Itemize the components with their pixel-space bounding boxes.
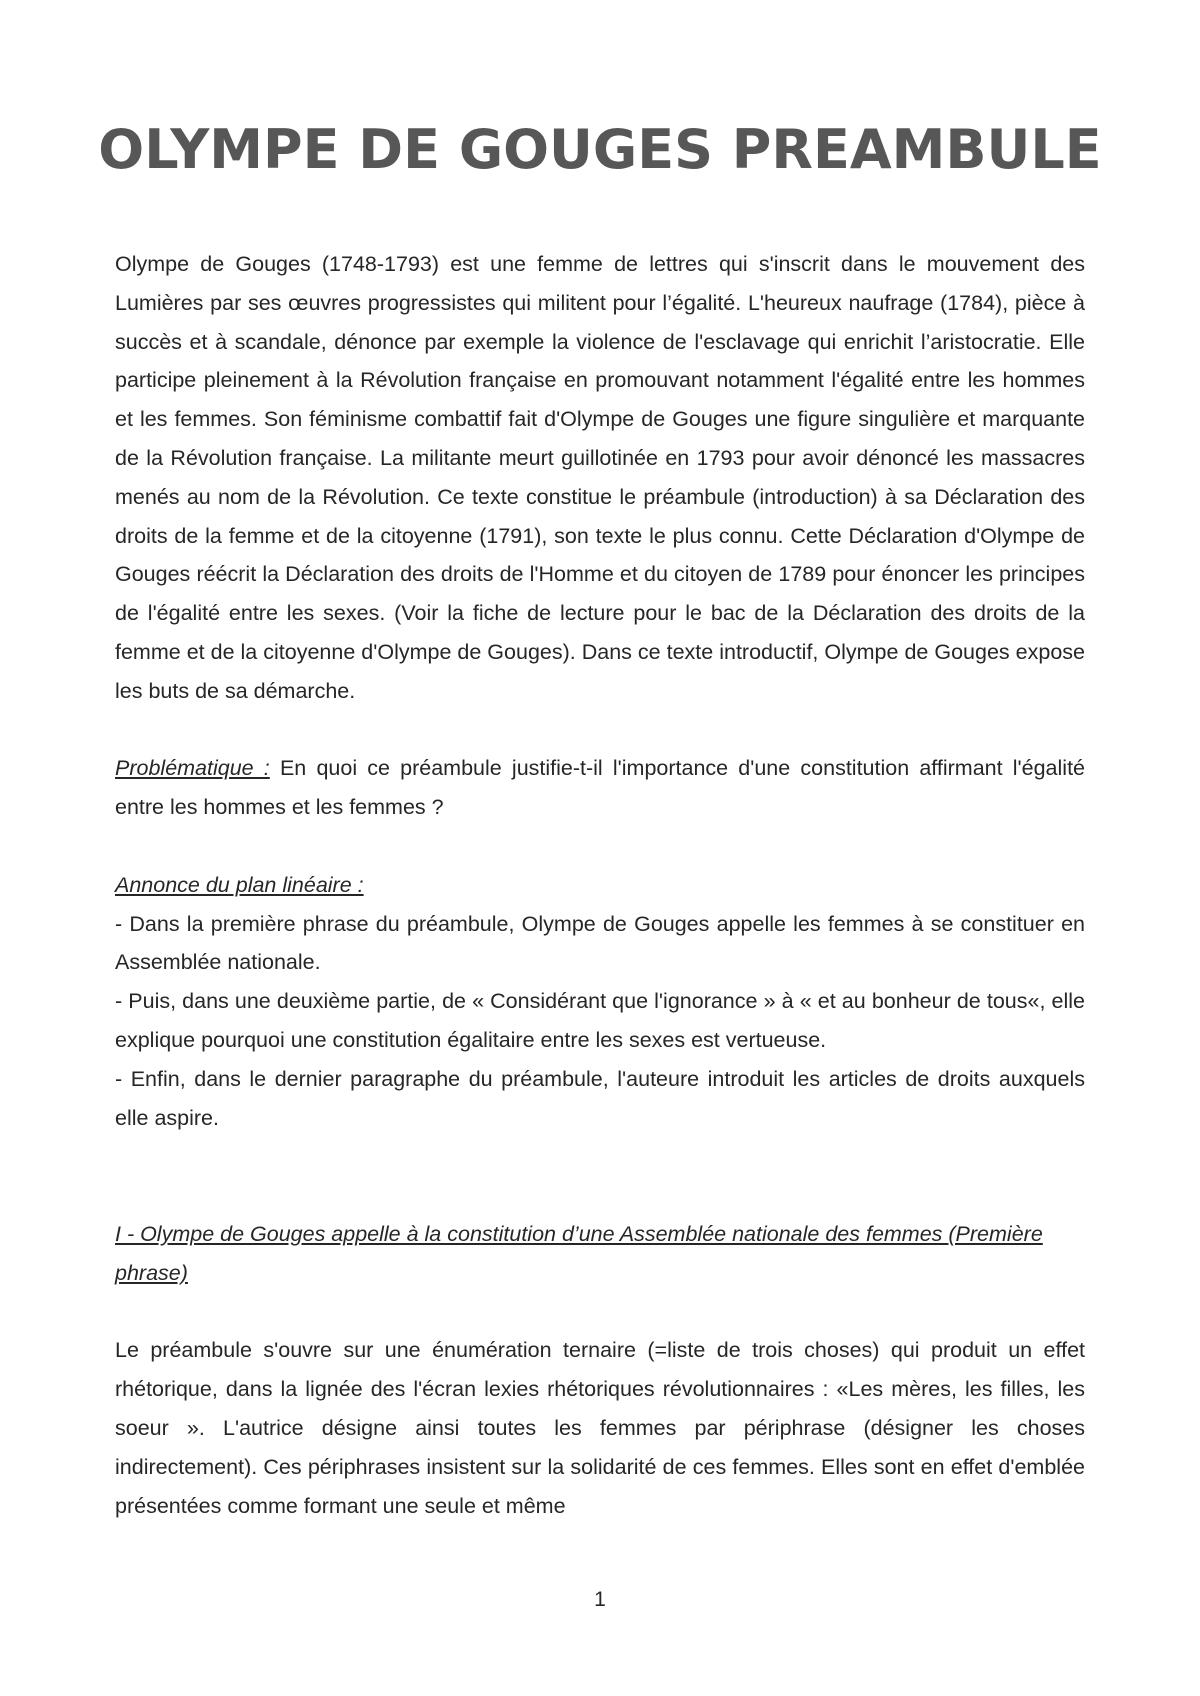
plan-label-line <box>115 866 1085 905</box>
plan-item: - Puis, dans une deuxième partie, de « Considérant que l'ignorance » à « et au bonheur de tous«, elle explique pourquoi une constitution égalitaire entre les sexes est vertueuse. <box>115 989 1085 1052</box>
page-number: 1 <box>594 1588 606 1611</box>
section-paragraph: Le préambule s'ouvre sur une énumération ternaire (=liste de trois choses) qui produit un effet rhétorique, dans la lignée des l'écran lexies rhétoriques révolutionnaires : «Les mères, les filles, les soeur ». L'autrice désigne ainsi toutes les femmes par périphrase (désigner les choses indirectement). Ces périphrases insistent sur la solidarité de ces femmes. Elles sont en effet d'emblée présentées comme formant une seule et même <box>115 1338 1085 1518</box>
section-heading: I - Olympe de Gouges appelle à la constitution d’une Assemblée nationale des femmes (Première phrase) <box>115 1221 1043 1285</box>
problematique-text: En quoi ce préambule justifie-t-il l'importance d'une constitution affirmant l'égalité entre les hommes et les femmes ? <box>115 756 1085 820</box>
document-body <box>115 245 1085 1525</box>
spacer <box>115 1137 1085 1215</box>
spacer <box>115 1293 1085 1332</box>
problematique-label: Problématique : <box>115 756 270 781</box>
plan-label: Annonce du plan linéaire : <box>115 872 364 897</box>
plan-item: - Enfin, dans le dernier paragraphe du préambule, l'auteure introduit les articles de droits auxquels elle aspire. <box>115 1066 1085 1130</box>
intro-paragraph: Olympe de Gouges (1748-1793) est une femme de lettres qui s'inscrit dans le mouvement des Lumières par ses œuvres progressistes qui militent pour l’égalité. L'heureux naufrage (1784), pièce à succès et à scandale, dénonce par exemple la violence de l'esclavage qui enrichit l’aristocratie. Elle participe pleinement à la Révolution française en promouvant notamment l'égalité entre les hommes et les femmes. Son féminisme combattif fait d'Olympe de Gouges une figure singulière et marquante de la Révolution française. La militante meurt guillotinée en 1793 pour avoir dénoncé les massacres menés au nom de la Révolution. Ce texte constitue le préambule (introduction) à sa Déclaration des droits de la femme et de la citoyenne (1791), son texte le plus connu. Cette Déclaration d'Olympe de Gouges réécrit la Déclaration des droits de l'Homme et du citoyen de 1789 pour énoncer les principes de l'égalité entre les sexes. (Voir la fiche de lecture pour le bac de la Déclaration des droits de la femme et de la citoyenne d'Olympe de Gouges). Dans ce texte introductif, Olympe de Gouges expose les buts de sa démarche. <box>115 252 1085 703</box>
plan-item: - Dans la première phrase du préambule, Olympe de Gouges appelle les femmes à se constituer en Assemblée nationale. <box>115 911 1085 975</box>
page-title: OLYMPE DE GOUGES PREAMBULE <box>98 118 1102 181</box>
spacer <box>115 827 1085 866</box>
spacer <box>115 711 1085 750</box>
problematique-paragraph <box>115 749 1085 827</box>
